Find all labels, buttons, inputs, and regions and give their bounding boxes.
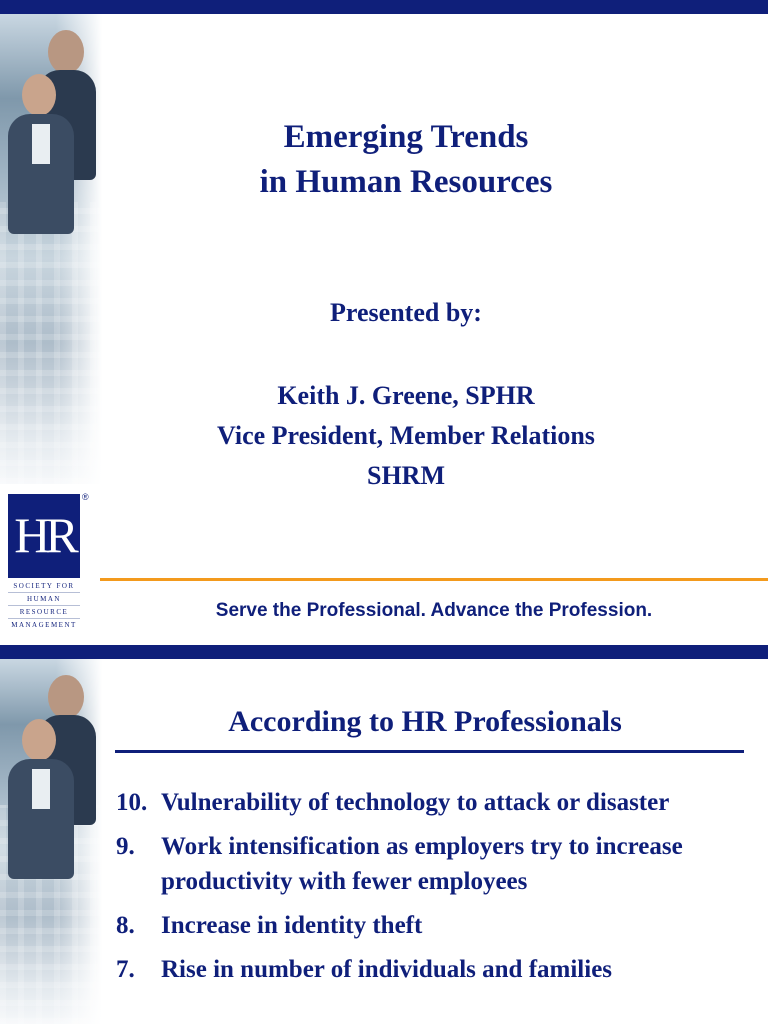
logo-line: RESOURCE [8, 606, 80, 619]
photo-figure-head [48, 675, 84, 719]
photo-tiles [0, 202, 100, 484]
item-number: 8. [116, 912, 135, 939]
title-underline [115, 750, 744, 753]
list-item [116, 952, 756, 987]
presenter-role: Vice President, Member Relations [217, 421, 595, 450]
sidebar-photo [0, 14, 102, 484]
logo-line: SOCIETY FOR [8, 580, 80, 593]
photo-figure-shirt [32, 769, 50, 809]
item-text: Work intensification as employers try to increase productivity with fewer employees [161, 833, 683, 895]
item-number: 7. [116, 956, 135, 983]
presenter-org: SHRM [367, 461, 445, 490]
logo-letters: HR [14, 507, 74, 563]
photo-figure-head [22, 719, 56, 761]
photo-figure-head [48, 30, 84, 74]
presenter-name: Keith J. Greene, SPHR [277, 381, 535, 410]
item-number: 9. [116, 833, 135, 860]
list-item [116, 785, 756, 820]
top-bar [0, 0, 768, 14]
orange-divider [100, 578, 768, 581]
title-line-2: in Human Resources [259, 164, 553, 200]
logo-text [8, 580, 80, 631]
registered-mark: ® [82, 492, 89, 502]
list-item [116, 829, 756, 899]
presented-by-label: Presented by: [330, 298, 482, 327]
item-number: 10. [116, 789, 148, 816]
sidebar-photo [0, 659, 102, 1024]
shrm-logo [8, 494, 80, 578]
slide-title [100, 115, 712, 205]
slide-title: According to HR Professionals [228, 705, 622, 738]
item-text: Rise in number of individuals and families [161, 956, 613, 983]
photo-figure-shirt [32, 124, 50, 164]
item-text: Increase in identity theft [161, 912, 423, 939]
trends-slide [0, 645, 768, 1024]
presenter-block [100, 376, 712, 496]
list-item [116, 908, 756, 943]
logo-line: HUMAN [8, 593, 80, 606]
logo-line: MANAGEMENT [11, 621, 77, 629]
trend-list [116, 785, 756, 996]
item-text: Vulnerability of technology to attack or disaster [161, 789, 670, 816]
tagline: Serve the Professional. Advance the Profession. [215, 600, 653, 621]
title-line-1: Emerging Trends [283, 119, 529, 155]
top-bar [0, 645, 768, 659]
photo-figure-head [22, 74, 56, 116]
